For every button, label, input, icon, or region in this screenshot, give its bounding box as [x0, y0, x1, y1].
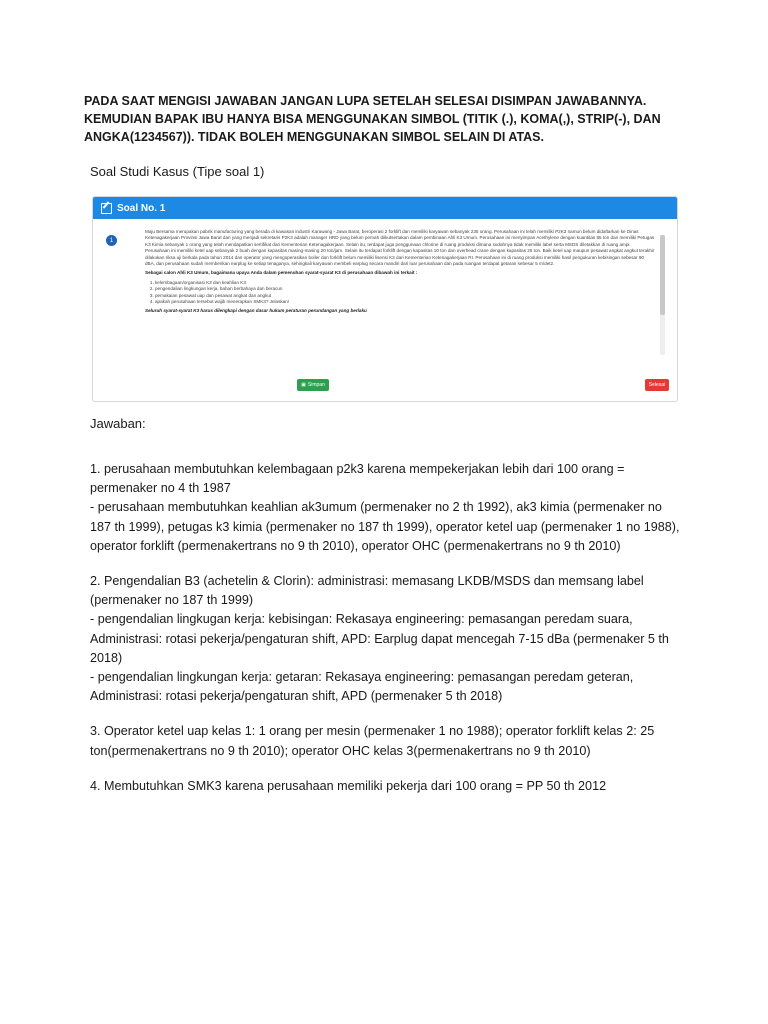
question-item: 4. apakah perusahaan tersebut wajib menerapkan SMK3? Jelaskan!: [155, 299, 655, 305]
answer-block-2: [90, 572, 680, 706]
save-icon: ▣: [301, 382, 306, 388]
question-number-badge: 1: [106, 235, 117, 246]
save-button: [297, 379, 329, 391]
save-button-label: Simpan: [307, 382, 325, 388]
scrollbar: [660, 235, 665, 355]
answer-line: 4. Membutuhkan SMK3 karena perusahaan memiliki pekerja dari 100 orang = PP 50 th 2012: [90, 778, 607, 793]
edit-icon: [101, 203, 112, 214]
done-button-label: Selesai: [648, 382, 666, 388]
answer-block-4: [90, 777, 680, 796]
question-prompt: Sebagai calon Ahli K3 Umum, bagaimana upaya Anda dalam pemenuhan syarat-syarat K3 di perusahaan dibawah ini terkait :: [145, 270, 418, 276]
answer-line: - pengendalian lingkungan kerja: getaran: Rekasaya engineering: pemasangan peredam geteran, Administrasi: rotasi pekerja/pengaturan shift, APD (permenaker 5 th 2018): [90, 670, 634, 704]
answer-block-3: [90, 722, 680, 760]
section-title: Soal Studi Kasus (Tipe soal 1): [90, 164, 265, 179]
answer-line: 3. Operator ketel uap kelas 1: 1 orang per mesin (permenaker 1 no 1988); operator forklift kelas 2: 25 ton(permenakertrans no 9 th 2010); operator OHC kelas 3(permenakertrans no 9 th 2010): [90, 724, 655, 758]
answers: [90, 460, 680, 812]
answer-line: 2. Pengendalian B3 (achetelin & Clorin): administrasi: memasang LKDB/MSDS dan memsang label (permenaker no 187 th 1999): [90, 574, 644, 608]
question-item: 3. pemakaian pesawat uap dan pesawat angkat dan angkut: [155, 293, 655, 299]
question-items: [145, 280, 655, 306]
panel-header-title: Soal No. 1: [117, 202, 166, 214]
question-panel-screenshot: [92, 196, 678, 402]
scrollbar-thumb: [660, 235, 665, 315]
question-item: 1. kelembagaan/organisasi K3 dan keahlian K3: [155, 280, 655, 286]
answer-line: - pengendalian lingkugan kerja: kebisingan: Rekasaya engineering: pemasangan peredam suara, Administrasi: rotasi pekerja/pengaturan shift, APD: Earplug dapat mencegah 7-15 dBa (permenaker 5 th 2018): [90, 612, 669, 665]
answer-label: Jawaban:: [90, 416, 146, 431]
answer-line: - perusahaan membutuhkan keahlian ak3umum (permenaker no 2 th 1992), ak3 kimia (permenaker no 187 th 1999), petugas k3 kimia (permenaker no 187 th 1999), operator ketel uap (permenaker 1 no 1988), operator forklift (permenakertrans no 9 th 2010), operator OHC (permenakertrans no 9 th 2010): [90, 500, 680, 553]
question-body: [145, 229, 655, 379]
answer-block-1: [90, 460, 680, 556]
instruction-text: PADA SAAT MENGISI JAWABAN JANGAN LUPA SETELAH SELESAI DISIMPAN JAWABANNYA. KEMUDIAN BAPAK IBU HANYA BISA MENGGUNAKAN SIMBOL (TITIK (.), KOMA(,), STRIP(-), DAN ANGKA(1234567)). TIDAK BOLEH MENGGUNAKAN SIMBOL SELAIN DI ATAS.: [84, 94, 661, 144]
done-button: [645, 379, 669, 391]
question-note: Seluruh syarat-syarat K3 harus dilengkapi dengan dasar hukum peraturan perundangan yang berlaku: [145, 308, 367, 314]
answer-line: 1. perusahaan membutuhkan kelembagaan p2k3 karena mempekerjakan lebih dari 100 orang = permenaker no 4 th 1987: [90, 462, 625, 496]
question-paragraph: Maju Bersama merupakan pabrik manufacturing yang berada di kawasan industri Karawang - Jawa Barat, beroperasi 2 forklift dan memiliki karyawan sebanyak 235 orang. Perusahaan ini telah memiliki P2K3 namun belum didaftarkan ke Dinas Ketenagakerjaan Provinsi Jawa Barat dan yang menjadi sekretaris P2K3 adalah manager HRD yang belum pernah diikutsertakan dalam pembinaan Ahli K3 Umum. Perusahaan ini menyimpan Acethylene dengan kuantitas 85 ton dan memiliki Petugas K3 Kimia sebanyak 1 orang yang telah mendapatkan sertifikat dari Kementerian Ketenagakerjaan. Selain itu, terdapat juga penggunaan chlorine di ruang produksi dimana sudahnya tidak memiliki label serta MSDS diletakkan di ruang ampi. Perusahaan ini memiliki ketel uap sebanyak 2 buah dengan kapasitas masing-masing 20 ton/jam. Selain itu terdapat forklift dengan kapasitas 10 ton dan overhead crane dengan kapasitas 25 ton. Baik ketel uap maupun pesawat angkat angkut terakhir dilakukan riksa uji berkala pada tahun 2014 dan operator yang mengoperasikan boiler dan forklift belum memiliki lisensi K3 dari Kementerian Ketenagakerjaan RI. Perusahaan ini di ruang produksi memiliki hasil pengukuran kebisingan sebesar 90 dBA, dan perusahaan sudah memberikan earplug ke setiap tenaganya, sehingkali karyawan membeli earplug secara mandiri dari luar perusahaan dan pada ruangan terdapat getaran sebesar 5 m/det2.: [145, 229, 655, 267]
panel-header: [93, 197, 677, 219]
question-item: 2. pengendalian lingkungan kerja, bahan berbahaya dan beracun: [155, 286, 655, 292]
